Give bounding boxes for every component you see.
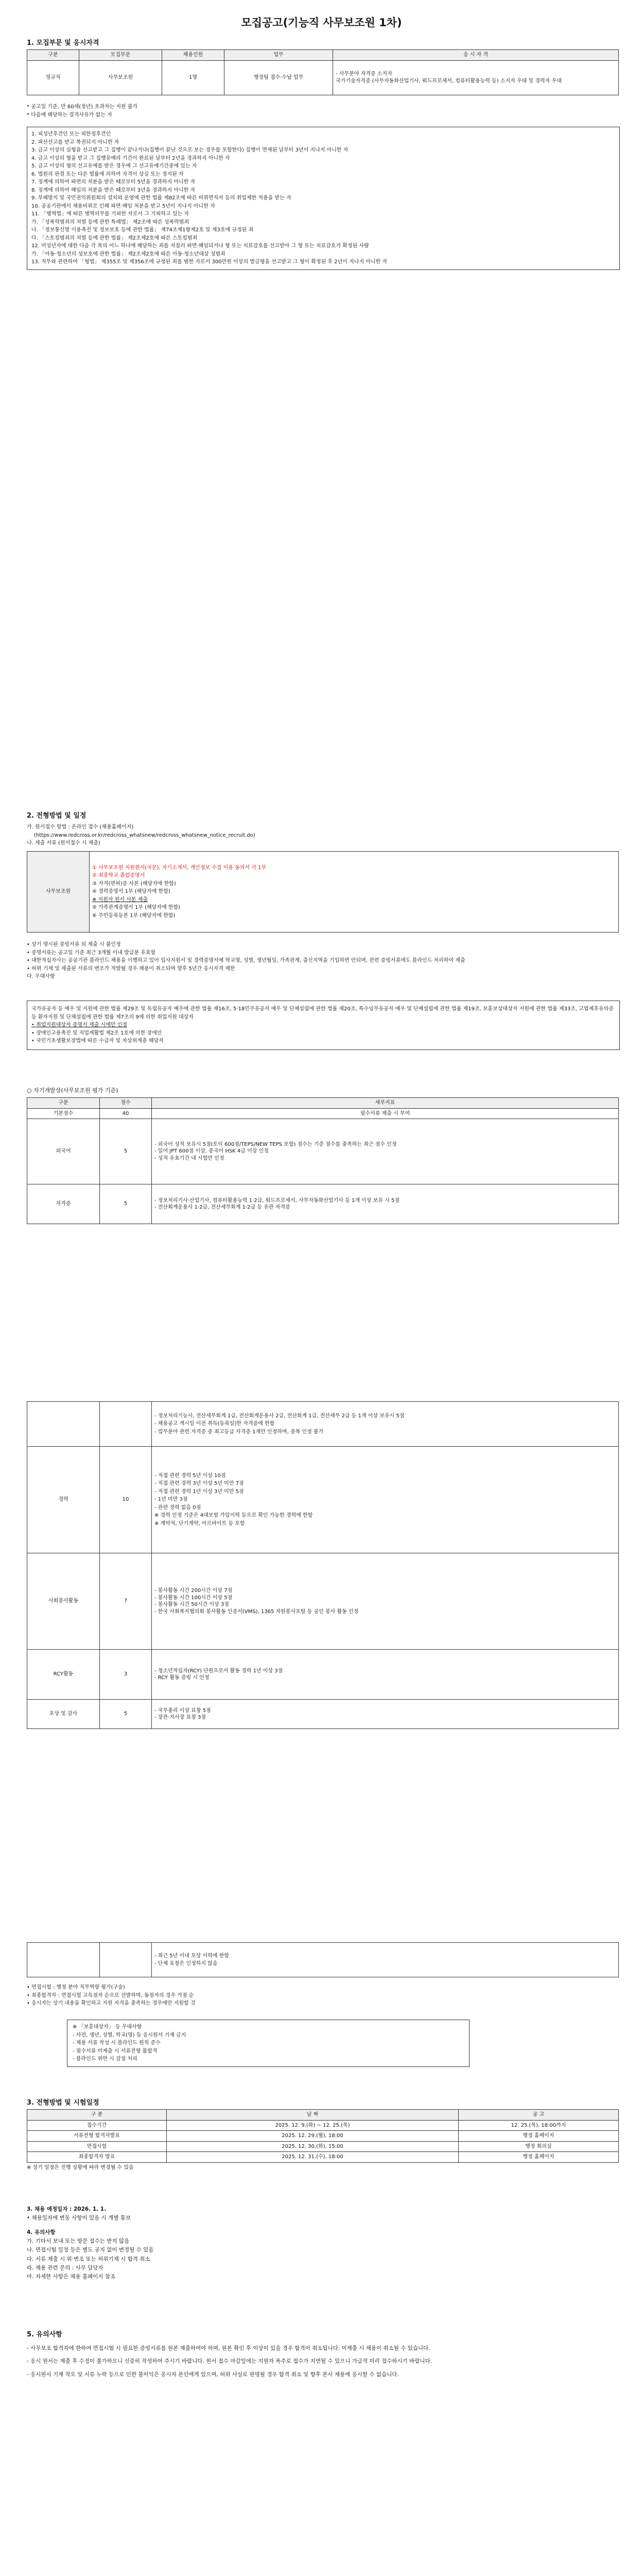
disq-item: 12. 미성년자에 대한 다음 각 목의 어느 하나에 해당하는 죄를 저질러 파면·해임되거나 형 또는 치료감호를 선고받아 그 형 또는 치료감호가 확정된 사람 — [31, 243, 369, 249]
s3-foot-note: • 최종합격자 : 면접시험 고득점자 순으로 선발하며, 동점자의 경우 가점 순 — [27, 1992, 194, 1998]
doc-item: ⑤ 가족관계증명서 1부 (해당자에 한함) — [92, 905, 181, 911]
docs-list — [90, 852, 619, 933]
section3-heading: ○ 자기개발상(사무보조원 평가 기준) — [27, 1087, 118, 1094]
career-line: ※ 경력 인정 기준은 4대보험 가입이력 등으로 확인 가능한 경력에 한함 — [154, 1513, 313, 1519]
disq-item: 가. 「아동·청소년의 성보호에 관한 법률」 제2조제2호에 따른 아동·청소년대상 성범죄 — [31, 251, 225, 257]
career-line: - 직접 관련 경력 1년 이상 3년 미만 5점 — [154, 1488, 244, 1495]
section2-heading: 2. 전형방법 및 일정 — [27, 812, 86, 820]
s5-line: 마. 자세한 사항은 채용 홈페이지 참조 — [27, 2274, 116, 2280]
s5-paras — [27, 2344, 619, 2379]
s5-line: 나. 면접시험 일정 등은 별도 공지 없이 변경될 수 있음 — [27, 2247, 154, 2253]
td-cat: 기본점수 — [27, 1108, 100, 1119]
s2-bullet: • 대한적십자사는 공공기관 블라인드 채용을 이행하고 있어 입사지원서 및 경력증명서에 학교명, 성별, 생년월일, 가족관계, 출신지역을 기입하면 안되며, 관련 증빙서류에도 블라인드 처리하여 제출 — [27, 958, 465, 963]
th-stage: 구 분 — [27, 2110, 167, 2121]
s5-line: 가. 기타서 보내 또는 방문 접수는 받지 않음 — [27, 2238, 130, 2244]
s1-note-1: * 공고일 기준, 만 60세(정년) 초과자는 지원 불가 — [27, 104, 138, 110]
s2-line: 나. 제출 서류 (원서접수 시 제출) — [27, 840, 100, 846]
career-line: - 1년 미만 3점 — [154, 1497, 188, 1503]
s2-bullet: • 상기 명시된 증빙서류 외 제출 시 불인정 — [27, 942, 121, 947]
td-award: 포상 및 감사 — [27, 1700, 100, 1729]
s3-foot-note: • 응시자는 상기 내용을 확인하고 지원 자격을 충족하는 경우에만 지원할 것 — [27, 2001, 196, 2006]
section1-heading: 1. 모집부문 및 응시자격 — [27, 39, 99, 47]
disq-item: 다. 「스토킹범죄의 처벌 등에 관한 법률」 제2조제2호에 따른 스토킹범죄 — [31, 235, 198, 241]
td-rcy-score: 3 — [100, 1650, 152, 1700]
th-notice: 공 고 — [459, 2110, 619, 2121]
disq-item: 1. 피성년후견인 또는 피한정후견인 — [31, 131, 111, 137]
disq-item: 10. 공공기관에서 채용비위로 인해 파면·해임 처분을 받고 5년이 지나지 아니한 자 — [31, 203, 215, 209]
s5-line: • 채용일자에 변동 사항이 있을 시 개별 통보 — [27, 2215, 131, 2222]
td-stage: 최종합격자 발표 — [27, 2152, 167, 2163]
blind-line: - 블라인드 위반 시 감점 처리 — [73, 2056, 137, 2062]
td-volunteer-score: 7 — [100, 1553, 152, 1650]
td-rcy-detail: - 청소년적십자(RCY) 단원으로서 활동 경력 1년 이상 3점 - RCY 활동 증빙 시 인정 — [152, 1650, 619, 1700]
s1-notes — [27, 103, 619, 119]
td-score: 5 — [100, 1184, 152, 1224]
s5-line: 4. 유의사항 — [27, 2229, 56, 2235]
td-cat-empty — [27, 1402, 100, 1447]
s5-line: 3. 채용 예정일자 : 2026. 1. 1. — [27, 2206, 107, 2212]
td-duty: 행정팀 접수·수납 업무 — [224, 60, 333, 95]
s5-para: - 응시원서 기재 착오 및 서류 누락 등으로 인한 불이익은 응시자 본인에게 있으며, 허위 사실로 판명될 경우 합격 취소 및 향후 본사 채용에 응시할 수 없습니다. — [27, 2371, 399, 2378]
disq-item: 13. 직무와 관련하여 「형법」 제355조 및 제356조에 규정된 죄를 범한 자로서 300만원 이상의 벌금형을 선고받고 그 형이 확정된 후 2년이 지나지 아니한 자 — [31, 259, 388, 265]
td-score-empty — [100, 1402, 152, 1447]
td-cat: 외국어 — [27, 1119, 100, 1184]
td-notice: 행정 홈페이지 — [459, 2152, 619, 2163]
doc-item: ⑥ 주민등록등본 1부 (해당자에 한함) — [92, 912, 176, 919]
th-count: 채용인원 — [162, 50, 224, 61]
td-date: 2025. 12. 29.(월), 18:00 — [167, 2131, 459, 2142]
career-line: - 관련 경력 없음 0점 — [154, 1504, 201, 1511]
td-date: 2025. 12. 30.(화), 15:00 — [167, 2141, 459, 2152]
docs-table — [27, 851, 619, 933]
th-detail: 세부지표 — [152, 1098, 619, 1109]
td-stage: 접수기간 — [27, 2120, 167, 2131]
td-cat: 자격증 — [27, 1184, 100, 1224]
s3-foot-notes — [27, 1984, 619, 2008]
preference-text: 국가유공자 등 예우 및 지원에 관한 법률 제29조 및 독립유공자 예우에 관한 법률 제16조, 5·18민주유공자 예우 및 단체설립에 관한 법률 제20조, 특수임무유공자 예우 및 단체설립에 관한 법률 제19조, 보훈보상대상자 지원에 관한 법률 제33조, 고엽제후유의증 등 환자지원 및 단체설립에 관한 법률 제7조의 9에 의한 취업지원 대상자 — [31, 1006, 614, 1020]
award-line: - 단체 표창은 인정하지 않음 — [154, 1961, 218, 1967]
section5-heading: 5. 유의사항 — [27, 2331, 62, 2338]
career-line: ※ 계약직, 단기계약, 아르바이트 등 포함 — [154, 1520, 245, 1527]
disq-item: 4. 금고 이상의 형을 받고 그 집행유예의 기간이 완료된 날부터 2년을 경과하지 아니한 자 — [31, 155, 230, 161]
disq-item: 가. 「성폭력범죄의 처벌 등에 관한 특례법」 제2조에 따른 성폭력범죄 — [31, 219, 189, 225]
schedule-table — [27, 2109, 619, 2163]
recruit-link[interactable]: (https://www.redcross.or.kr/redcross_whatsnew/redcross_whatsnew_notice_recruit.do) — [34, 832, 255, 838]
recruit-table — [27, 49, 619, 95]
td-career-score: 10 — [100, 1447, 152, 1553]
s5-para: - 응시 원서는 제출 후 수정이 불가하오니 신중히 작성하여 주시기 바랍니다. 원서 접수 마감일에는 지원자 폭주로 접수가 지연될 수 있으니 가급적 미리 접수하시기 바랍니다. — [27, 2358, 432, 2365]
td-detail: 필수서류 제출 시 부여 — [152, 1108, 619, 1119]
td-score: 40 — [100, 1108, 152, 1119]
s2-line: 가. 원서접수 방법 : 온라인 접수 (채용홈페이지) — [27, 824, 134, 830]
s1-note-2: * 다음에 해당하는 결격사유가 없는 자 — [27, 112, 112, 118]
document-title: 모집공고(기능직 사무보조원 1차) — [241, 16, 402, 29]
td-detail: - 정보처리기사·산업기사, 컴퓨터활용능력 1·2급, 워드프로세서, 사무자동화산업기사 등 1개 이상 보유 시 5점 - 전산회계운용사 1·2급, 전산세무회계 1·2급 등 유관 자격증 — [152, 1184, 619, 1224]
td-notice: 행정 회의실 — [459, 2141, 619, 2152]
s5-para: - 사무보조 합격자에 한하여 면접시험 시 필요한 증빙서류를 원본 제출하여야 하며, 원본 확인 후 이상이 있을 경우 합격이 취소됩니다. 미제출 시 채용이 취소될 수 있습니다. — [27, 2345, 430, 2351]
td-detail: - 외국어 성적 보유시 5점(토익 600점/TEPS/NEW TEPS 포함) 점수는 기준 점수를 충족하는 최근 점수 인정 - 일어 JPT 600점 이상, 중국어 HSK 4급 이상 인정 - 성적 유효기간 내 시험만 인정 — [152, 1119, 619, 1184]
disq-item: 7. 징계에 의하여 파면의 처분을 받은 때로부터 5년을 경과하지 아니한 자 — [31, 179, 196, 185]
doc-item: ② 최종학교 졸업증명서 — [92, 873, 145, 879]
s2-lines — [27, 823, 619, 848]
blind-line: - 필수서류 미제출 시 서류전형 불합격 — [73, 2048, 158, 2054]
s2-bullet: • 증명서류는 공고일 기준 최근 3개월 이내 발급분 유효함 — [27, 950, 156, 956]
td-field: 사무보조원 — [79, 60, 162, 95]
td-stage: 면접시험 — [27, 2141, 167, 2152]
td-award-score: 5 — [100, 1700, 152, 1729]
career-line: - 직접 관련 경력 5년 이상 10점 — [154, 1472, 226, 1479]
doc-item: ③ 자격(면허)증 사본 (해당자에 한함) — [92, 880, 176, 887]
s5-line: 라. 채용 관련 문의 : 사무 담당자 — [27, 2264, 103, 2271]
td-notice: 행정 홈페이지 — [459, 2131, 619, 2142]
score-table — [27, 1097, 619, 1224]
s5-lines — [27, 2205, 619, 2282]
doc-item: ※ 지원자 원서 사본 제출 — [92, 896, 148, 903]
td-type: 정규직 — [27, 60, 79, 95]
disq-item: 9. 부패방지 및 국민권익위원회의 설치와 운영에 관한 법률 제82조에 따른 비위면직자 등의 취업제한 적용을 받는 자 — [31, 195, 291, 201]
docs-label: 사무보조원 — [27, 852, 90, 933]
td-date: 2025. 12. 31.(수), 18:00 — [167, 2152, 459, 2163]
award-extra — [152, 1943, 619, 1977]
s3-foot-note: • 면접시험 : 행정 분야 직무역량 평가(구술) — [27, 1985, 125, 1990]
th-duty: 업무 — [224, 50, 333, 61]
td-volunteer: 사회봉사활동 — [27, 1553, 100, 1650]
score-table-2 — [27, 1401, 619, 1729]
career-line: - 직접 관련 경력 3년 이상 5년 미만 7점 — [154, 1481, 244, 1487]
s5-line: 다. 서류 제출 시 위·변조 또는 허위기재 시 합격 취소 — [27, 2256, 150, 2262]
td-award-detail: - 국무총리 이상 표창 5점 - 장관·지사장 표창 3점 — [152, 1700, 619, 1729]
td-qualification: - 사무분야 자격증 소지자 국가기술자격증 (사무자동화산업기사, 워드프로세서, 컴퓨터활용능력 등) 소지자 우대 및 경력자 우대 — [333, 60, 619, 95]
award-line: - 최근 5년 이내 포상 이력에 한함 — [154, 1953, 229, 1959]
td-date: 2025. 12. 9.(화) ~ 12. 25.(목) — [167, 2120, 459, 2131]
doc-item: ④ 경력증명서 1부 (해당자에 한함) — [92, 889, 170, 895]
disq-item: 나. 「정보통신망 이용촉진 및 정보보호 등에 관한 법률」 제74조제1항제2호 및 제3호에 규정된 죄 — [31, 227, 254, 233]
preference-box — [27, 1001, 620, 1050]
td-empty — [27, 1943, 100, 1977]
td-empty — [100, 1943, 152, 1977]
th-field: 모집부문 — [79, 50, 162, 61]
disq-item: 11. 「병역법」에 따른 병역의무를 기피한 자로서 그 기피하고 있는 자 — [31, 211, 189, 217]
cert-line: - 정보처리기능사, 전산세무회계 1급, 전산회계운용사 2급, 전산회계 1급, 전산세무 2급 등 1개 이상 보유시 5점 — [154, 1413, 405, 1419]
schedule-note: ※ 상기 일정은 진행 상황에 따라 변경될 수 있음 — [27, 2165, 134, 2171]
td-stage: 서류전형 합격자발표 — [27, 2131, 167, 2142]
disq-item: 2. 파산선고를 받고 복권되지 아니한 자 — [31, 139, 119, 145]
s2-bullet: • 허위 기재 및 제출된 서류의 변조가 적발될 경우 채용이 취소되며 향후 5년간 응시자격 제한 — [27, 965, 235, 972]
td-notice: 12. 25.(목), 18:00까지 — [459, 2120, 619, 2131]
pref-note: • 취업지원대상자 증명서 제출 시에만 인정 — [31, 1022, 128, 1028]
blind-line: - 채용 서류 작성 시 블라인드 원칙 준수 — [73, 2040, 161, 2046]
th-qualification: 응 시 자 격 — [333, 50, 619, 61]
s2-bullets — [27, 941, 619, 981]
td-volunteer-detail: - 봉사활동 시간 200시간 이상 7점 - 봉사활동 시간 100시간 이상 5점 - 봉사활동 시간 50시간 이상 3점 - 한국 사회복지협의회 봉사활동 인증서(VMS), 1365 자원봉사포털 등 공인 봉사 활동 인정 — [152, 1553, 619, 1650]
pref-note: • 장애인고용촉진 및 직업재활법 제2조 1호에 의한 장애인 — [31, 1030, 162, 1036]
th-date: 날 짜 — [167, 2110, 459, 2121]
cert-line: - 업무분야 관련 자격증 중 최고등급 자격증 1개만 인정하며, 중복 인정 불가 — [154, 1429, 324, 1435]
td-score: 5 — [100, 1119, 152, 1184]
th-type: 구분 — [27, 50, 79, 61]
th-category: 구분 — [27, 1098, 100, 1109]
cert-line: - 채용공고 게시일 이전 취득(등록일)한 자격증에 한함 — [154, 1421, 275, 1427]
doc-item: ① 사무보조원 지원원서(국문), 자기소개서, 개인정보 수집 이용 동의서 각 1부 — [92, 865, 267, 871]
section4-heading: 3. 전형방법 및 시험일정 — [27, 2099, 99, 2107]
blind-line: ※ 「보훈대상자」 등 우대사항 — [73, 2024, 142, 2030]
td-count: 1명 — [162, 60, 224, 95]
td-rcy: RCY활동 — [27, 1650, 100, 1700]
td-cert-detail — [152, 1402, 619, 1447]
th-score: 점수 — [100, 1098, 152, 1109]
disq-item: 3. 금고 이상의 실형을 선고받고 그 집행이 끝나거나(집행이 끝난 것으로 보는 경우를 포함한다) 집행이 면제된 날부터 3년이 지나지 아니한 자 — [31, 147, 349, 153]
disqualification-box — [27, 127, 620, 270]
disq-item: 8. 징계에 의하여 해임의 처분을 받은 때로부터 3년을 경과하지 아니한 자 — [31, 187, 196, 193]
career-detail — [152, 1447, 619, 1553]
blind-line: - 사전, 생년, 성별, 학교(명) 등 응시원서 기재 금지 — [73, 2032, 186, 2038]
pref-note: • 국민기초생활보장법에 따른 수급자 및 차상위계층 해당자 — [31, 1038, 164, 1044]
s2-bullet: 다. 우대사항 — [27, 974, 55, 979]
disq-item: 5. 금고 이상의 형의 선고유예를 받은 경우에 그 선고유예기간중에 있는 자 — [31, 163, 197, 169]
score-table-3 — [27, 1942, 619, 1977]
blind-box — [67, 2020, 470, 2067]
td-career: 경력 — [27, 1447, 100, 1553]
disq-item: 6. 법원의 판결 또는 다른 법률에 의하여 자격이 상실 또는 정지된 자 — [31, 171, 184, 177]
